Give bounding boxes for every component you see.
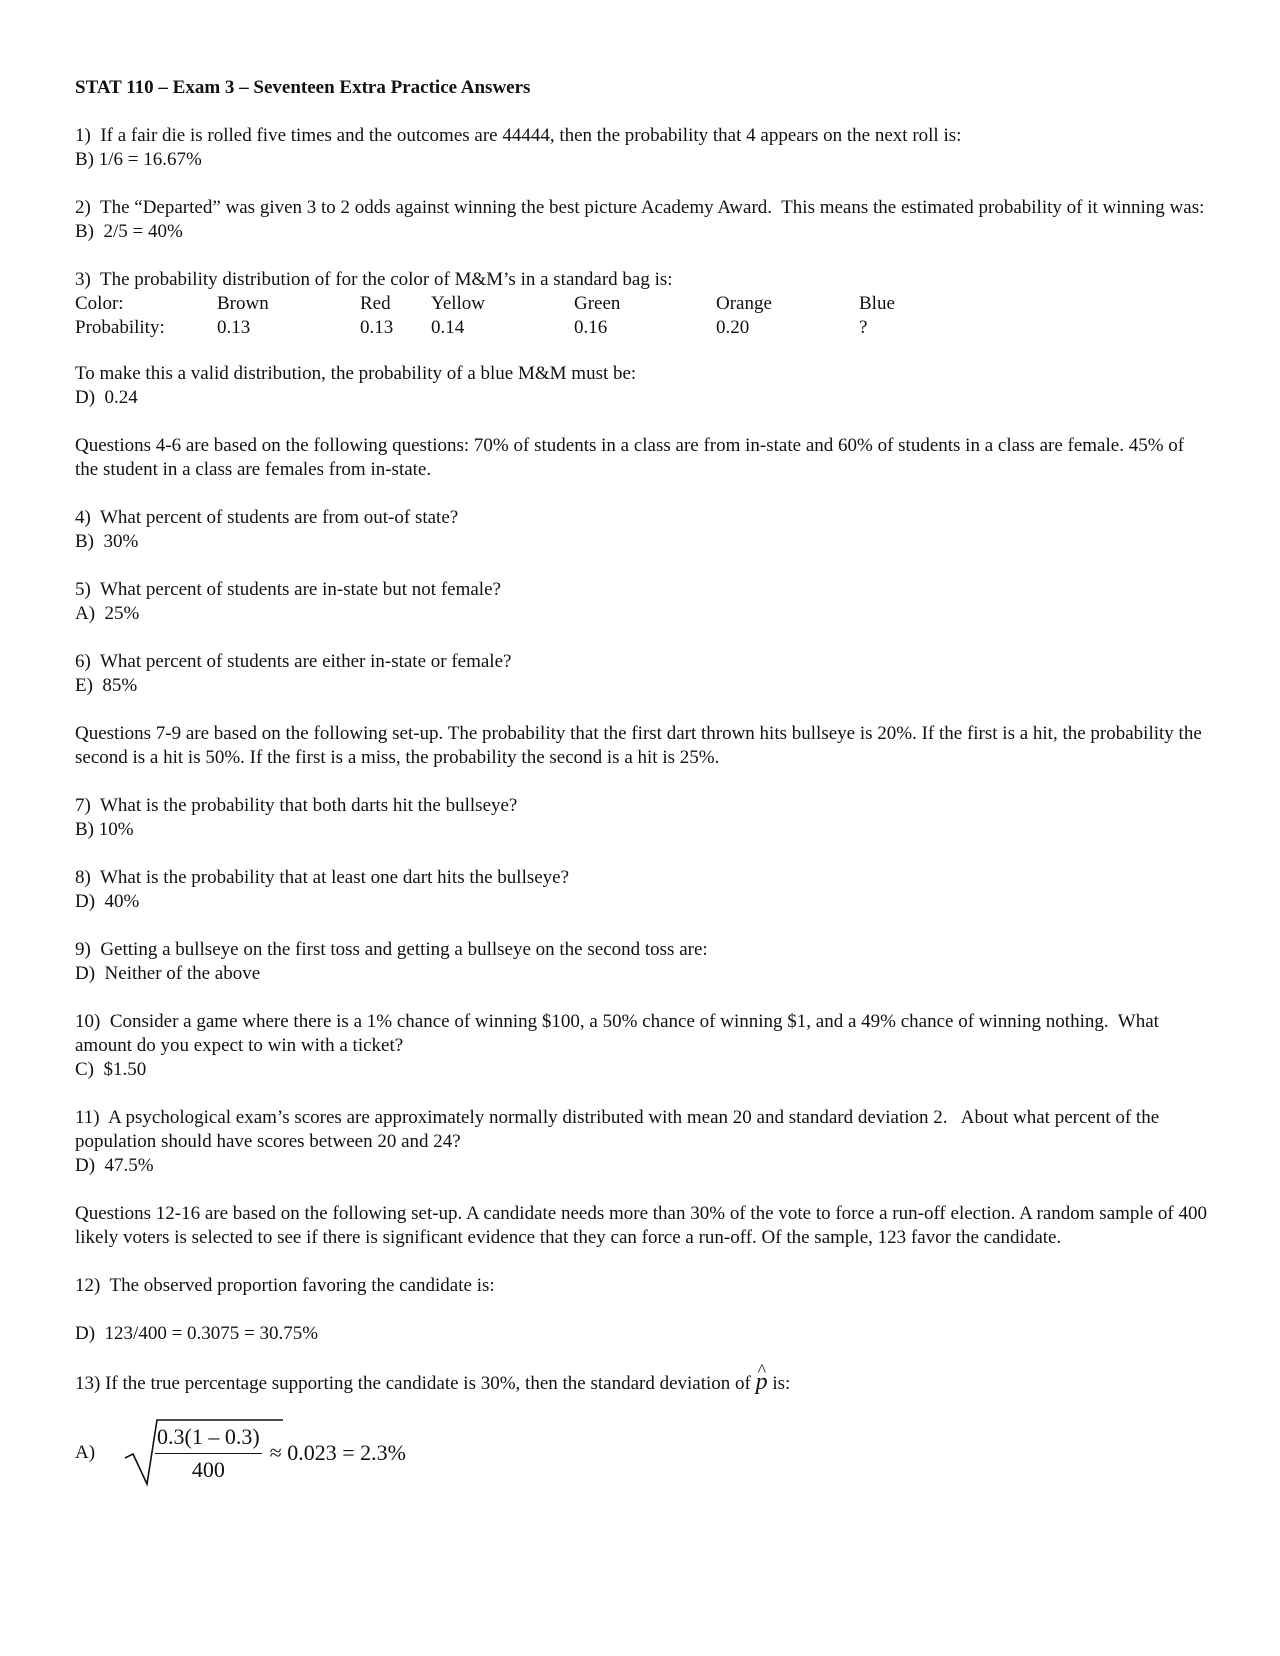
question-text-after: is: <box>767 1373 791 1394</box>
question-2 <box>75 196 1210 244</box>
answer-text: D) 47.5% <box>75 1155 154 1176</box>
probability-cell: 0.16 <box>574 317 608 338</box>
probability-cell: 0.20 <box>716 317 750 338</box>
question-9 <box>75 938 1210 986</box>
radical-sign-icon <box>105 1418 285 1488</box>
color-cell: Yellow <box>431 293 486 314</box>
question-7 <box>75 794 1210 842</box>
color-cell: Orange <box>716 293 772 314</box>
question-text: 10) Consider a game where there is a 1% chance of winning $100, a 50% chance of winning $1, and a 49% chance of winning nothing. What amount do you expect to win with a ticket? <box>75 1011 1164 1056</box>
answer-text: B) 10% <box>75 819 134 840</box>
question-text: 1) If a fair die is rolled five times and the outcomes are 44444, then the probability that 4 appears on the next roll is: <box>75 125 962 146</box>
row-label: Color: <box>75 293 124 314</box>
answer-text: D) Neither of the above <box>75 963 261 984</box>
page-title: STAT 110 – Exam 3 – Seventeen Extra Practice Answers <box>75 77 531 98</box>
answer-text: E) 85% <box>75 675 138 696</box>
square-root <box>105 1418 262 1488</box>
question-text: 11) A psychological exam’s scores are approximately normally distributed with mean 20 and standard deviation 2. About what percent of the population should have scores between 20 and 24? <box>75 1107 1164 1152</box>
answer-text: D) 0.24 <box>75 387 138 408</box>
setup-4-6: Questions 4-6 are based on the following questions: 70% of students in a class are from in-state and 60% of students in a class are female. 45% of the student in a class are females from in-state. <box>75 435 1185 480</box>
mm-distribution-table <box>75 292 895 340</box>
denominator: 400 <box>191 1456 225 1482</box>
question-4 <box>75 506 1210 554</box>
probability-row <box>75 316 895 340</box>
question-text: 5) What percent of students are in-state but not female? <box>75 579 501 600</box>
setup-12-16: Questions 12-16 are based on the following set-up. A candidate needs more than 30% of the vote to force a run-off election. A random sample of 400 likely voters is selected to see if there is significant evidence that they can force a run-off. Of the sample, 123 favor the candidate. <box>75 1203 1207 1248</box>
question-text: 3) The probability distribution of for the color of M&M’s in a standard bag is: <box>75 269 673 290</box>
color-cell: Red <box>360 293 391 314</box>
numerator: 0.3(1 – 0.3) <box>155 1425 262 1454</box>
question-3 <box>75 268 1210 410</box>
answer-text: B) 1/6 = 16.67% <box>75 149 202 170</box>
probability-cell: ? <box>859 317 868 338</box>
question-text: 7) What is the probability that both darts hit the bullseye? <box>75 795 518 816</box>
question-text: 4) What percent of students are from out-of state? <box>75 507 459 528</box>
answer-text: C) $1.50 <box>75 1059 147 1080</box>
question-11 <box>75 1106 1210 1178</box>
question-1 <box>75 124 1210 172</box>
setup-7-9: Questions 7-9 are based on the following set-up. The probability that the first dart thrown hits bullseye is 20%. If the first is a hit, the probability the second is a hit is 50%. If the first is a miss, the probability the second is a hit is 25%. <box>75 723 1202 768</box>
answer-text: A) 25% <box>75 603 140 624</box>
question-12 <box>75 1274 1210 1346</box>
color-cell: Brown <box>217 293 269 314</box>
formula-result: ≈ 0.023 = 2.3% <box>269 1440 406 1465</box>
row-label: Probability: <box>75 317 165 338</box>
color-row <box>75 292 895 316</box>
question-text: 8) What is the probability that at least one dart hits the bullseye? <box>75 867 570 888</box>
answer-label: A) <box>75 1442 96 1463</box>
question-text <box>75 1370 1210 1396</box>
exam-page <box>75 70 1210 1488</box>
question-text: 9) Getting a bullseye on the first toss and getting a bullseye on the second toss are: <box>75 939 708 960</box>
answer-text: B) 30% <box>75 531 139 552</box>
question-8 <box>75 866 1210 914</box>
question-text: 6) What percent of students are either in-state or female? <box>75 651 512 672</box>
p-hat-symbol: ^ p <box>756 1370 768 1394</box>
question-text-before: 13) If the true percentage supporting the candidate is 30%, then the standard deviation of <box>75 1373 756 1394</box>
question-5 <box>75 578 1210 626</box>
question-6 <box>75 650 1210 698</box>
color-cell: Green <box>574 293 621 314</box>
probability-cell: 0.14 <box>431 317 465 338</box>
color-cell: Blue <box>859 293 895 314</box>
followup-text: To make this a valid distribution, the probability of a blue M&M must be: <box>75 363 637 384</box>
question-10 <box>75 1010 1210 1082</box>
probability-cell: 0.13 <box>217 317 251 338</box>
question-text: 12) The observed proportion favoring the candidate is: <box>75 1275 495 1296</box>
answer-text: B) 2/5 = 40% <box>75 221 183 242</box>
answer-text: D) 40% <box>75 891 140 912</box>
question-13 <box>75 1370 1210 1488</box>
question-text: 2) The “Departed” was given 3 to 2 odds against winning the best picture Academy Award. This means the estimated probability of it winning was: <box>75 197 1205 218</box>
answer-text: D) 123/400 = 0.3075 = 30.75% <box>75 1323 319 1344</box>
probability-cell: 0.13 <box>360 317 394 338</box>
answer-formula <box>75 1418 1210 1488</box>
